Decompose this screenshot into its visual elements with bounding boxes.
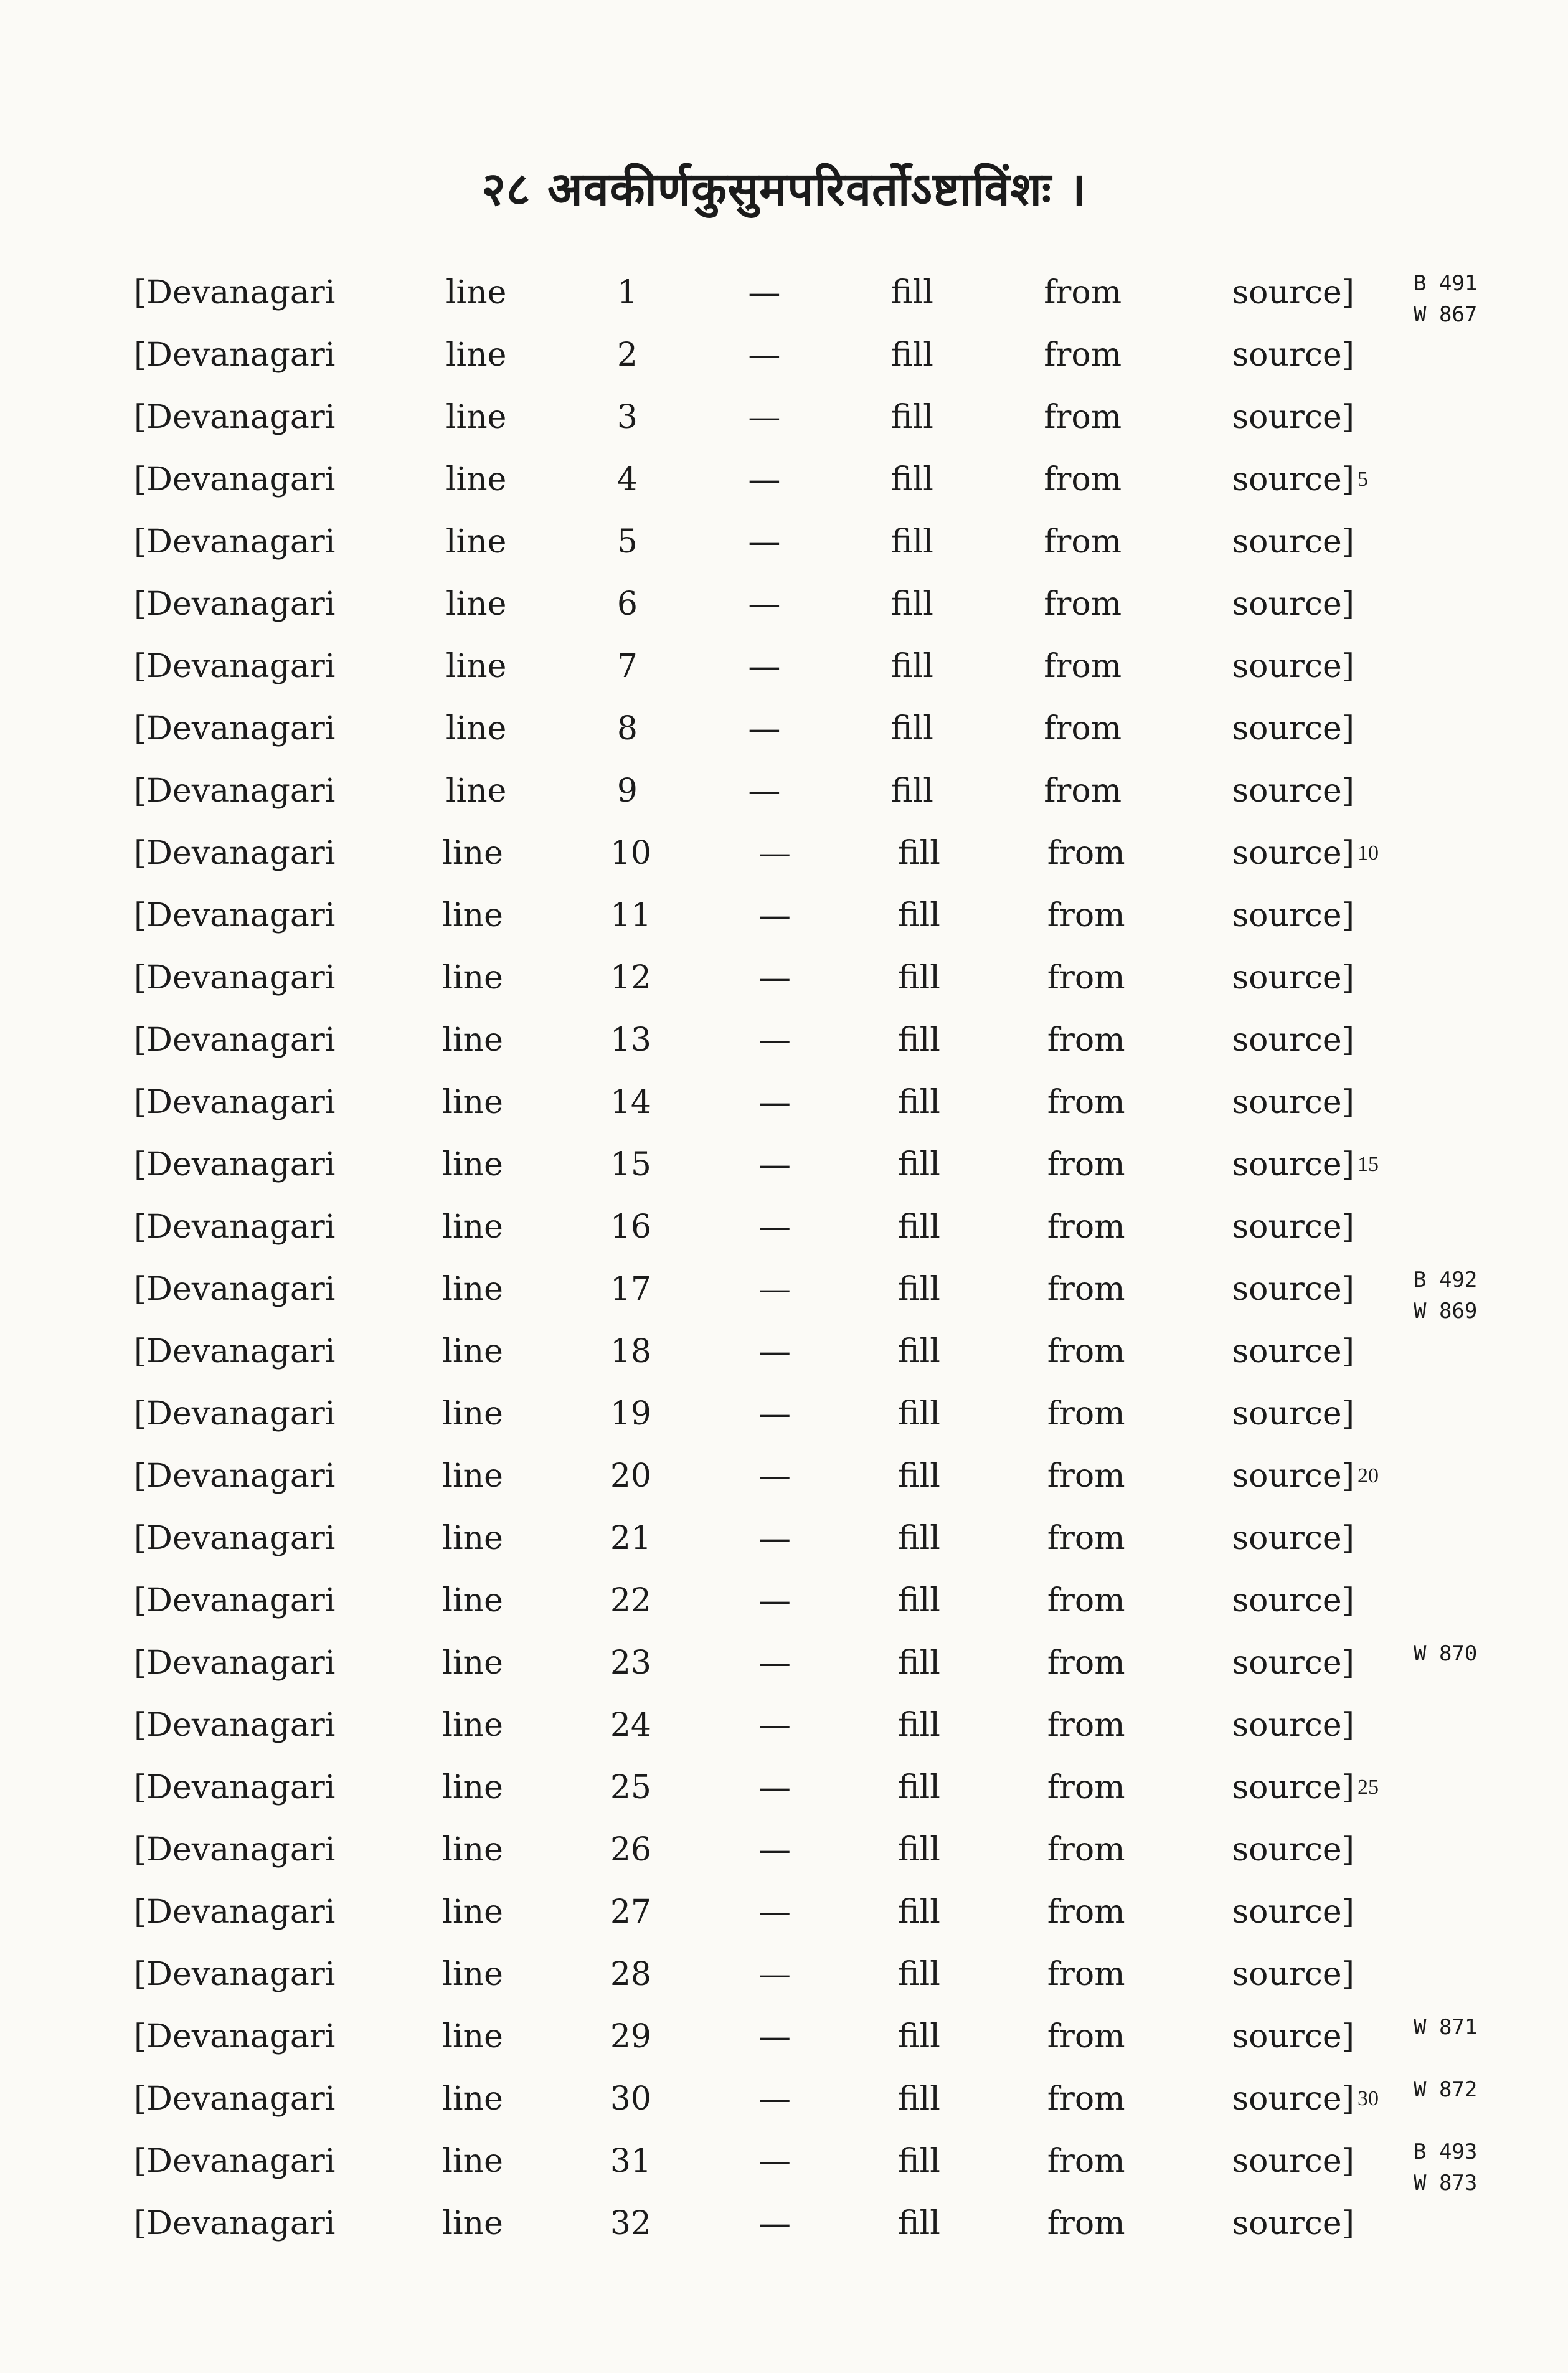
body-text [134,262,1354,2255]
text-line: [Devanagari line 3 — fill from source] [134,399,1354,436]
text-line: [Devanagari line 18 — fill from source] [134,1333,1354,1370]
text-line: [Devanagari line 16 — fill from source] [134,1208,1354,1246]
text-line: [Devanagari line 21 — fill from source] [134,1520,1354,1557]
marginal-ref: W 870 [1414,1641,1478,1666]
text-line: [Devanagari line 30 — fill from source] [134,2080,1354,2118]
text-line: [Devanagari line 28 — fill from source] [134,1956,1354,1993]
line-number: 25 [1358,1776,1379,1799]
text-line: [Devanagari line 12 — fill from source] [134,959,1354,997]
line-number: 10 [1358,841,1379,864]
line-number [1358,947,1414,1009]
text-line: [Devanagari line 8 — fill from source] [134,710,1354,747]
marginal-ref: B 491 [1414,271,1478,296]
line-number: 15 [1358,1153,1379,1176]
marginal-ref: W 869 [1414,1299,1478,1324]
line-number [1358,1694,1414,1756]
line-number [1358,1196,1414,1258]
text-line: [Devanagari line 22 — fill from source] [134,1582,1354,1619]
line-number [1358,2192,1414,2255]
line-number-gutter [1358,262,1414,2255]
text-line: [Devanagari line 6 — fill from source] [134,585,1354,623]
marginal-ref: W 873 [1414,2171,1478,2195]
text-line: [Devanagari line 32 — fill from source] [134,2205,1354,2242]
marginal-ref: W 867 [1414,302,1478,327]
text-line: [Devanagari line 27 — fill from source] [134,1893,1354,1931]
line-number [1358,884,1414,947]
line-number [1358,262,1414,324]
line-number [1358,1632,1414,1694]
line-number [1358,2006,1414,2068]
line-number [1358,760,1414,822]
text-line: [Devanagari line 26 — fill from source] [134,1831,1354,1869]
line-number [1358,1881,1414,1943]
line-number [1358,1570,1414,1632]
text-line: [Devanagari line 14 — fill from source] [134,1084,1354,1121]
text-line: [Devanagari line 15 — fill from source] [134,1146,1354,1183]
text-line: [Devanagari line 29 — fill from source] [134,2018,1354,2055]
text-line: [Devanagari line 4 — fill from source] [134,461,1354,498]
text-line: [Devanagari line 1 — fill from source] [134,274,1354,311]
line-number: 20 [1358,1464,1379,1487]
line-number [1358,1383,1414,1445]
line-number [1358,573,1414,635]
marginal-ref: W 871 [1414,2015,1478,2040]
text-line: [Devanagari line 17 — fill from source] [134,1271,1354,1308]
text-line: [Devanagari line 24 — fill from source] [134,1707,1354,1744]
chapter-heading: २८ अवकीर्णकुसुमपरिवर्तोऽष्टाविंशः । [481,163,1087,216]
text-line: [Devanagari line 5 — fill from source] [134,523,1354,561]
text-line: [Devanagari line 11 — fill from source] [134,897,1354,934]
text-line: [Devanagari line 19 — fill from source] [134,1395,1354,1433]
text-line: [Devanagari line 23 — fill from source] [134,1644,1354,1682]
line-number [1358,386,1414,448]
line-number: 5 [1358,468,1368,491]
line-number [1358,2130,1414,2192]
marginal-ref: B 493 [1414,2139,1478,2164]
line-number: 30 [1358,2087,1379,2110]
marginal-ref: W 872 [1414,2077,1478,2102]
line-number [1358,1071,1414,1134]
line-number [1358,1819,1414,1881]
line-number [1358,635,1414,698]
line-number [1358,1507,1414,1570]
line-number [1358,1009,1414,1071]
text-line: [Devanagari line 10 — fill from source] [134,835,1354,872]
line-number [1358,698,1414,760]
line-number [1358,1320,1414,1383]
line-number [1358,1258,1414,1320]
line-number [1358,511,1414,573]
text-line: [Devanagari line 9 — fill from source] [134,772,1354,810]
line-number [1358,1943,1414,2006]
line-number [1358,324,1414,386]
text-line: [Devanagari line 2 — fill from source] [134,336,1354,374]
text-line: [Devanagari line 25 — fill from source] [134,1769,1354,1806]
marginal-ref: B 492 [1414,1267,1478,1292]
text-line: [Devanagari line 20 — fill from source] [134,1457,1354,1495]
text-line: [Devanagari line 31 — fill from source] [134,2143,1354,2180]
text-line: [Devanagari line 13 — fill from source] [134,1021,1354,1059]
text-line: [Devanagari line 7 — fill from source] [134,648,1354,685]
